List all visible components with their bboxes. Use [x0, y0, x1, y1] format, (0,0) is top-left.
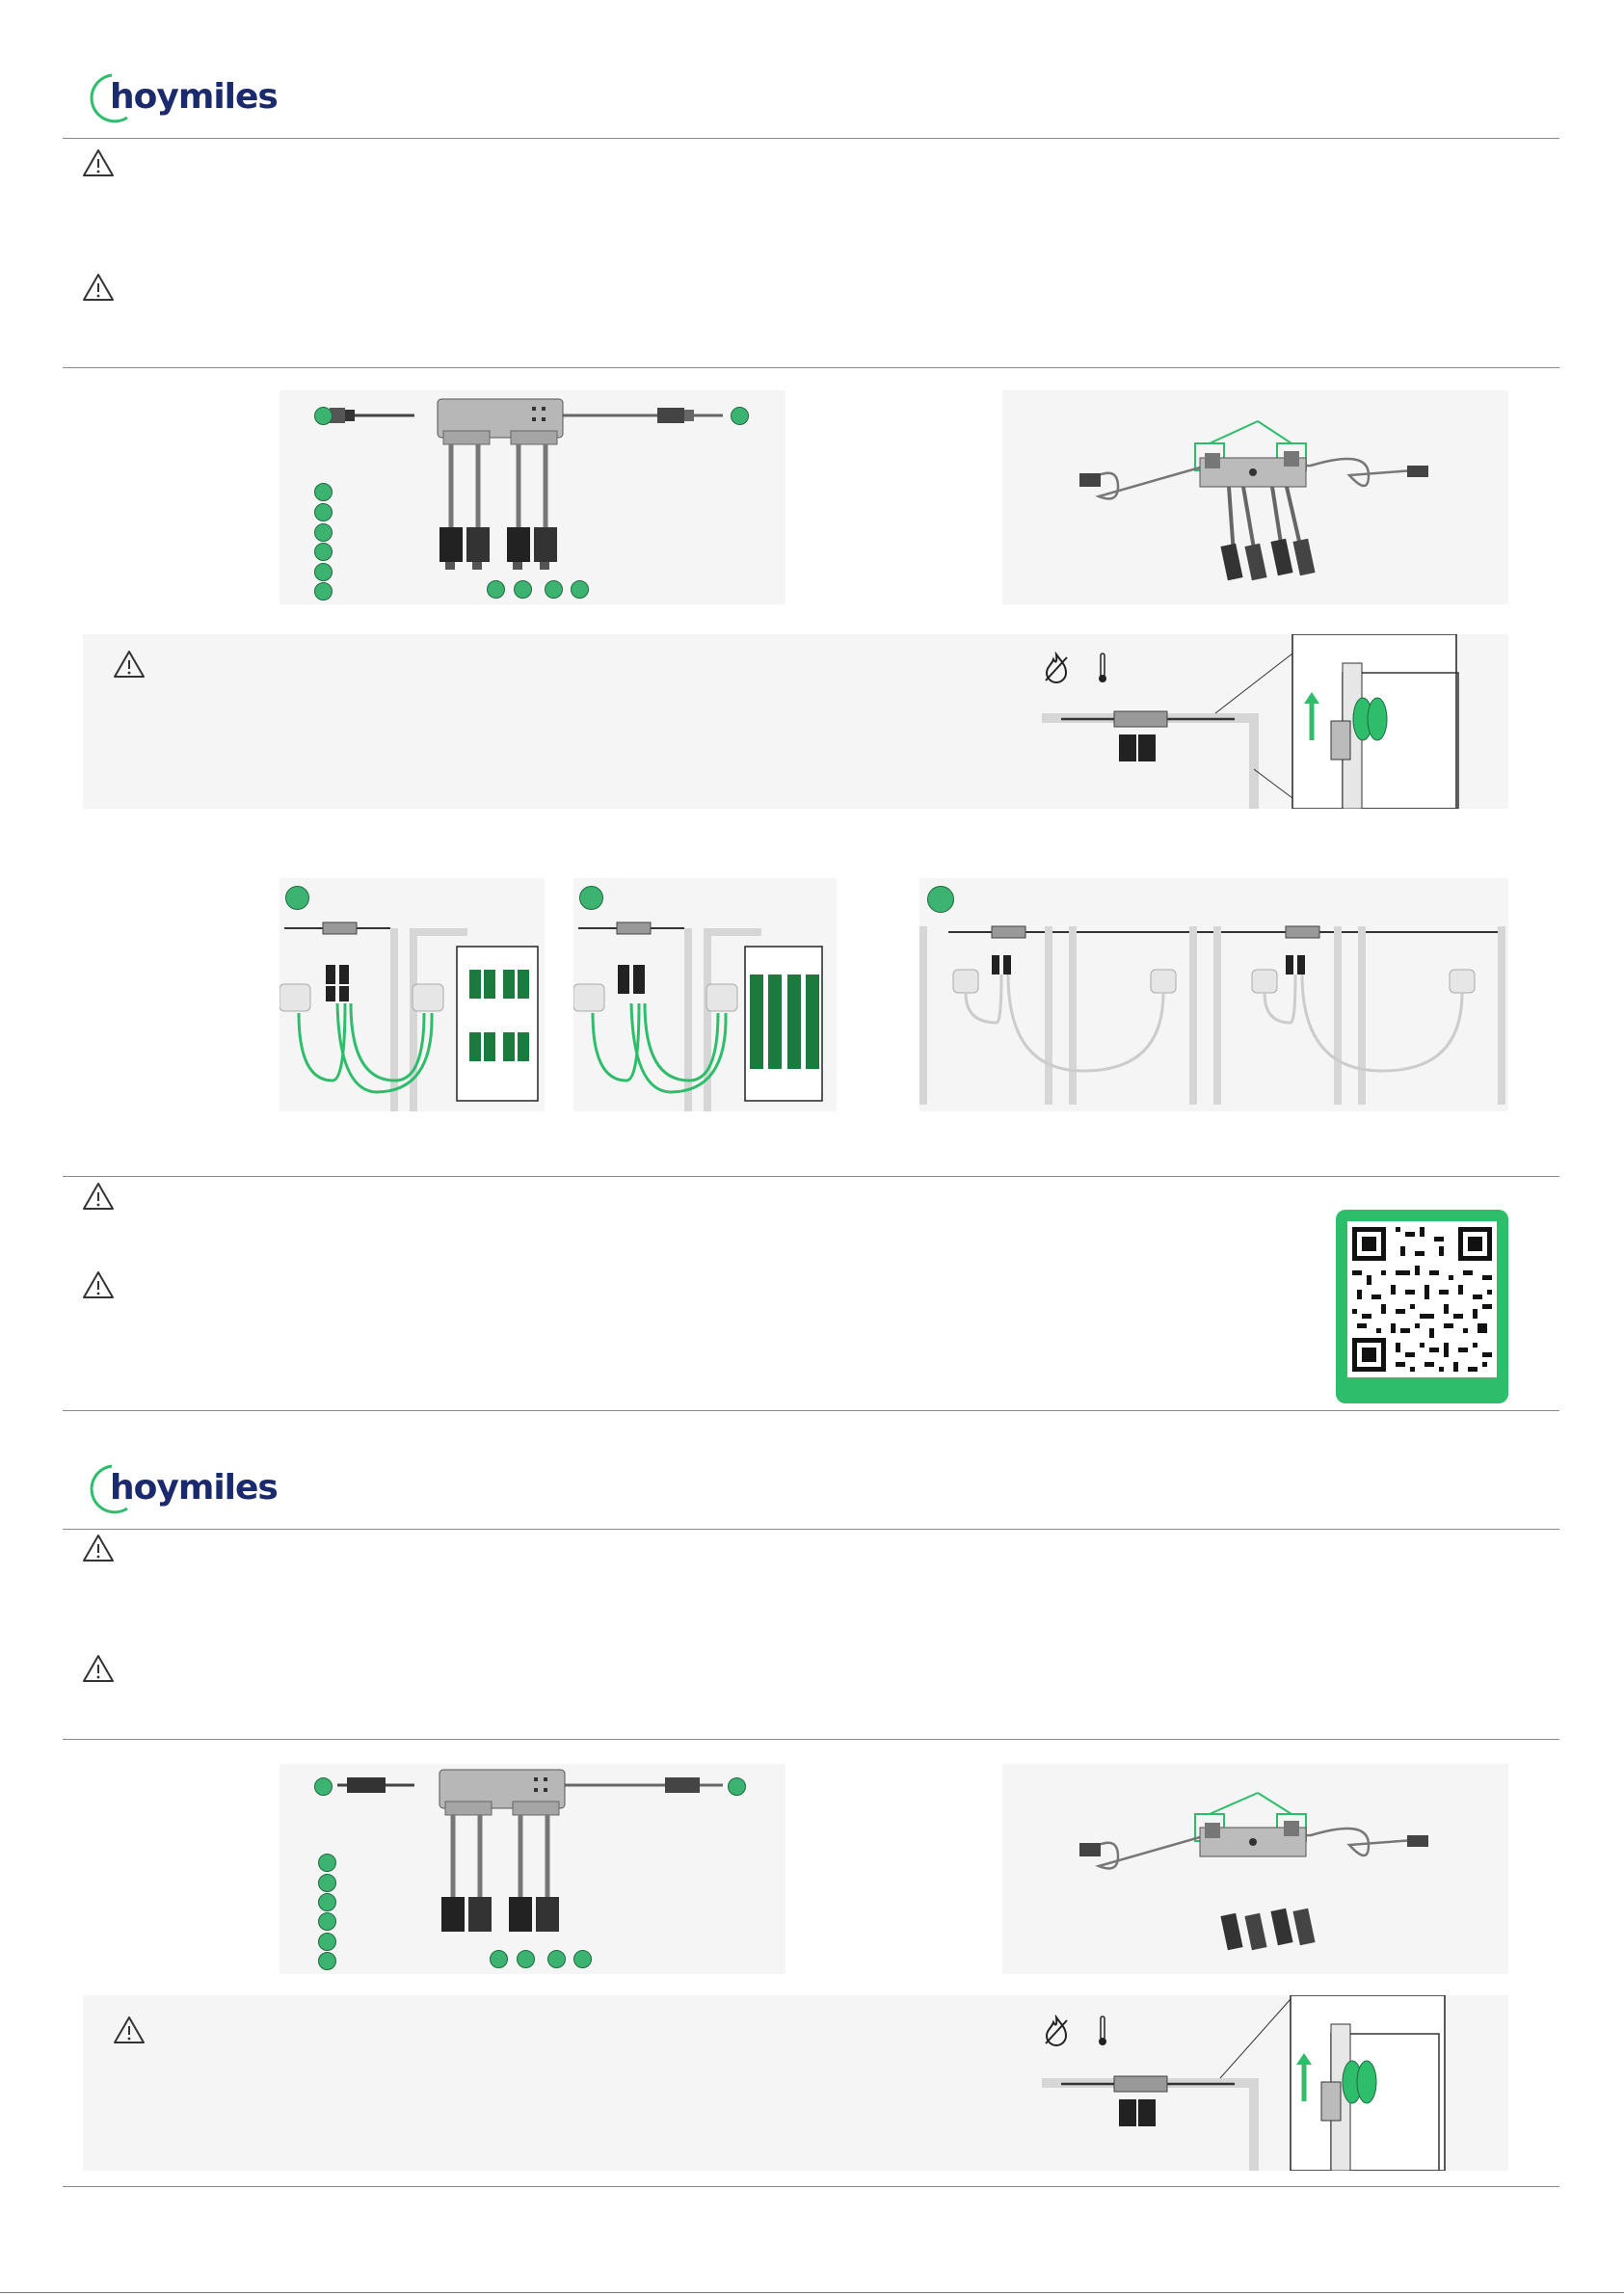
- legend-dot: [318, 1933, 336, 1951]
- y-connector-diagram: [280, 1764, 785, 1974]
- caution-panel: [83, 634, 1508, 809]
- callout-dot: [314, 1777, 333, 1796]
- section-divider: [63, 1410, 1559, 1411]
- qr-code-area: [1347, 1221, 1497, 1377]
- warning-triangle-icon: [81, 1181, 116, 1212]
- scenario-a-panel: [280, 878, 545, 1111]
- product-overview-panel: [280, 390, 785, 604]
- legend-dot: [318, 1952, 336, 1970]
- callout-dot: [728, 1777, 746, 1796]
- installation-diagram: [1042, 1995, 1508, 2171]
- warning-triangle-icon: [81, 272, 116, 303]
- warning-triangle-icon: [112, 649, 146, 680]
- legend-dot: [314, 503, 333, 521]
- warning-triangle-icon: [112, 2015, 146, 2045]
- installation-diagram: [1042, 634, 1508, 809]
- section-divider: [63, 2186, 1559, 2187]
- callout-dot: [573, 1950, 592, 1968]
- brand-name: hoymiles: [110, 1468, 278, 1508]
- product-overview-panel: [280, 1764, 785, 1974]
- mounting-panel: [1002, 1764, 1508, 1974]
- header-divider: [63, 1529, 1559, 1530]
- mounting-diagram: [1002, 1764, 1508, 1974]
- legend-dot: [314, 483, 333, 501]
- section-divider: [63, 1739, 1559, 1740]
- legend-dot: [318, 1854, 336, 1872]
- callout-dot: [517, 1950, 535, 1968]
- scenario-a-diagram: [280, 878, 545, 1111]
- warning-triangle-icon: [81, 147, 116, 178]
- legend-dot: [314, 582, 333, 601]
- brand-name: hoymiles: [110, 77, 278, 117]
- warning-triangle-icon: [81, 1269, 116, 1300]
- legend-dot: [314, 563, 333, 581]
- mounting-diagram: [1002, 390, 1508, 604]
- scenario-c-marker: [927, 886, 954, 913]
- legend-dot: [314, 523, 333, 542]
- legend-dot: [314, 543, 333, 561]
- legend-dot: [318, 1874, 336, 1892]
- page-bottom-edge: [0, 2292, 1624, 2293]
- warning-triangle-icon: [81, 1653, 116, 1684]
- y-connector-diagram: [280, 390, 785, 604]
- qr-code-icon[interactable]: [1336, 1210, 1508, 1403]
- warning-triangle-icon: [81, 1533, 116, 1563]
- scenario-c-diagram: [919, 878, 1508, 1111]
- scenario-a-marker: [285, 886, 309, 910]
- section-divider: [63, 1176, 1559, 1177]
- callout-dot: [490, 1950, 508, 1968]
- callout-dot: [314, 407, 333, 425]
- brand-logo: [83, 1460, 278, 1518]
- caution-panel: [83, 1995, 1508, 2171]
- mounting-panel: [1002, 390, 1508, 604]
- scenario-c-panel: [919, 878, 1508, 1111]
- header-divider: [63, 138, 1559, 139]
- scenario-b-marker: [579, 886, 603, 910]
- callout-dot: [514, 580, 532, 599]
- callout-dot: [571, 580, 589, 599]
- callout-dot: [731, 407, 749, 425]
- callout-dot: [487, 580, 505, 599]
- section-divider: [63, 367, 1559, 368]
- scenario-b-diagram: [573, 878, 837, 1111]
- brand-logo: [83, 69, 278, 127]
- legend-dot: [318, 1912, 336, 1931]
- callout-dot: [547, 1950, 566, 1968]
- callout-dot: [545, 580, 563, 599]
- legend-dot: [318, 1893, 336, 1911]
- scenario-b-panel: [573, 878, 837, 1111]
- qr-pattern: [1347, 1221, 1497, 1377]
